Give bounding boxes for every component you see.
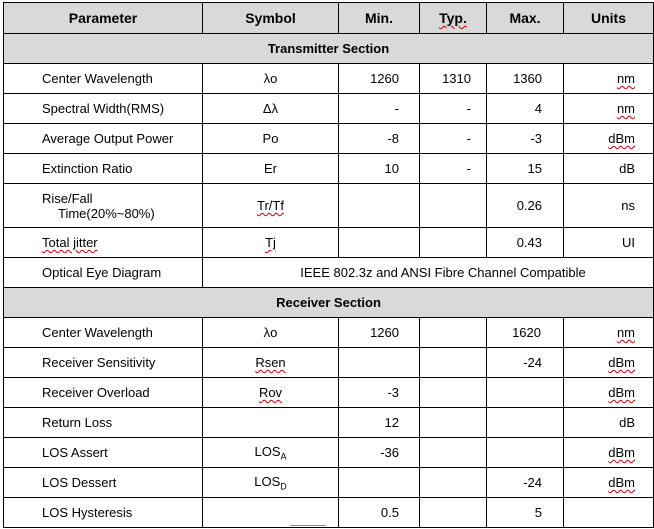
cell-param: Center Wavelength xyxy=(4,318,203,348)
cell-max: 0.26 xyxy=(487,184,564,228)
cell-span-text: IEEE 802.3z and ANSI Fibre Channel Compatible xyxy=(203,258,654,288)
cell-param xyxy=(4,184,203,228)
cell-typ xyxy=(420,378,487,408)
cell-max: 1620 xyxy=(487,318,564,348)
cell-symbol xyxy=(203,408,339,438)
table-row xyxy=(4,258,654,288)
cell-typ: - xyxy=(420,94,487,124)
cell-min: 0.5 xyxy=(339,498,420,528)
header-min: Min. xyxy=(339,3,420,34)
table-row xyxy=(4,378,654,408)
cell-min: -3 xyxy=(339,378,420,408)
table-row xyxy=(4,124,654,154)
cell-typ xyxy=(420,228,487,258)
cell-min: - xyxy=(339,94,420,124)
cell-min xyxy=(339,184,420,228)
cell-symbol: Er xyxy=(203,154,339,184)
cell-max xyxy=(487,408,564,438)
cell-units: dB xyxy=(564,154,654,184)
cell-param: Spectral Width(RMS) xyxy=(4,94,203,124)
header-typ: Typ. xyxy=(420,3,487,34)
cell-min: -8 xyxy=(339,124,420,154)
cell-symbol: Tr/Tf xyxy=(203,184,339,228)
cell-symbol: $LOS_A$ xyxy=(203,438,339,468)
cell-units: nm xyxy=(564,64,654,94)
cell-units: dBm xyxy=(564,124,654,154)
header-symbol: Symbol xyxy=(203,3,339,34)
divider xyxy=(290,525,326,526)
cell-param: Average Output Power xyxy=(4,124,203,154)
cell-symbol: $LOS_D$ xyxy=(203,468,339,498)
cell-symbol: Tj xyxy=(203,228,339,258)
header-units: Units xyxy=(564,3,654,34)
param-line-1: Rise/Fall xyxy=(42,190,93,206)
cell-units: nm xyxy=(564,94,654,124)
cell-param: LOS Dessert xyxy=(4,468,203,498)
cell-max: -24 xyxy=(487,468,564,498)
cell-param: Receiver Overload xyxy=(4,378,203,408)
section-title: Transmitter Section xyxy=(4,34,654,64)
cell-param: LOS Hysteresis xyxy=(4,498,203,528)
cell-max: 1360 xyxy=(487,64,564,94)
spec-table xyxy=(3,2,654,528)
table-row xyxy=(4,408,654,438)
cell-param: Receiver Sensitivity xyxy=(4,348,203,378)
cell-units: dBm xyxy=(564,438,654,468)
cell-units: dBm xyxy=(564,378,654,408)
cell-max: 4 xyxy=(487,94,564,124)
cell-units: ns xyxy=(564,184,654,228)
cell-max xyxy=(487,378,564,408)
table-row xyxy=(4,154,654,184)
cell-symbol: λo xyxy=(203,64,339,94)
cell-min: 1260 xyxy=(339,318,420,348)
cell-units xyxy=(564,498,654,528)
cell-param: Extinction Ratio xyxy=(4,154,203,184)
cell-min: 1260 xyxy=(339,64,420,94)
cell-typ: 1310 xyxy=(420,64,487,94)
table-row xyxy=(4,94,654,124)
cell-max: 15 xyxy=(487,154,564,184)
header-max: Max. xyxy=(487,3,564,34)
cell-typ: - xyxy=(420,154,487,184)
cell-typ xyxy=(420,438,487,468)
cell-symbol: Rov xyxy=(203,378,339,408)
section-transmitter xyxy=(4,34,654,64)
cell-param: Total jitter xyxy=(4,228,203,258)
table-row xyxy=(4,438,654,468)
cell-param: LOS Assert xyxy=(4,438,203,468)
param-line-2: Time(20%~80%) xyxy=(58,205,155,221)
cell-units: UI xyxy=(564,228,654,258)
cell-min xyxy=(339,468,420,498)
cell-units: dBm xyxy=(564,348,654,378)
cell-param: Center Wavelength xyxy=(4,64,203,94)
cell-min: 12 xyxy=(339,408,420,438)
cell-max: 5 xyxy=(487,498,564,528)
cell-symbol: Po xyxy=(203,124,339,154)
cell-typ: - xyxy=(420,124,487,154)
table-row xyxy=(4,184,654,228)
header-parameter: Parameter xyxy=(4,3,203,34)
cell-max: -24 xyxy=(487,348,564,378)
cell-typ xyxy=(420,184,487,228)
table-row xyxy=(4,318,654,348)
table-row xyxy=(4,348,654,378)
cell-symbol: Rsen xyxy=(203,348,339,378)
table-row xyxy=(4,64,654,94)
cell-typ xyxy=(420,408,487,438)
cell-max: -3 xyxy=(487,124,564,154)
cell-typ xyxy=(420,498,487,528)
cell-min xyxy=(339,228,420,258)
cell-symbol xyxy=(203,498,339,528)
table-row xyxy=(4,228,654,258)
cell-typ xyxy=(420,468,487,498)
section-title: Receiver Section xyxy=(4,288,654,318)
cell-min xyxy=(339,348,420,378)
cell-max xyxy=(487,438,564,468)
cell-symbol: Δλ xyxy=(203,94,339,124)
cell-max: 0.43 xyxy=(487,228,564,258)
cell-units: dB xyxy=(564,408,654,438)
cell-typ xyxy=(420,348,487,378)
table-row xyxy=(4,468,654,498)
cell-param: Return Loss xyxy=(4,408,203,438)
section-receiver xyxy=(4,288,654,318)
cell-min: -36 xyxy=(339,438,420,468)
cell-typ xyxy=(420,318,487,348)
cell-min: 10 xyxy=(339,154,420,184)
table-row xyxy=(4,498,654,528)
cell-units: dBm xyxy=(564,468,654,498)
cell-symbol: λo xyxy=(203,318,339,348)
header-row xyxy=(4,3,654,34)
cell-units: nm xyxy=(564,318,654,348)
cell-param: Optical Eye Diagram xyxy=(4,258,203,288)
